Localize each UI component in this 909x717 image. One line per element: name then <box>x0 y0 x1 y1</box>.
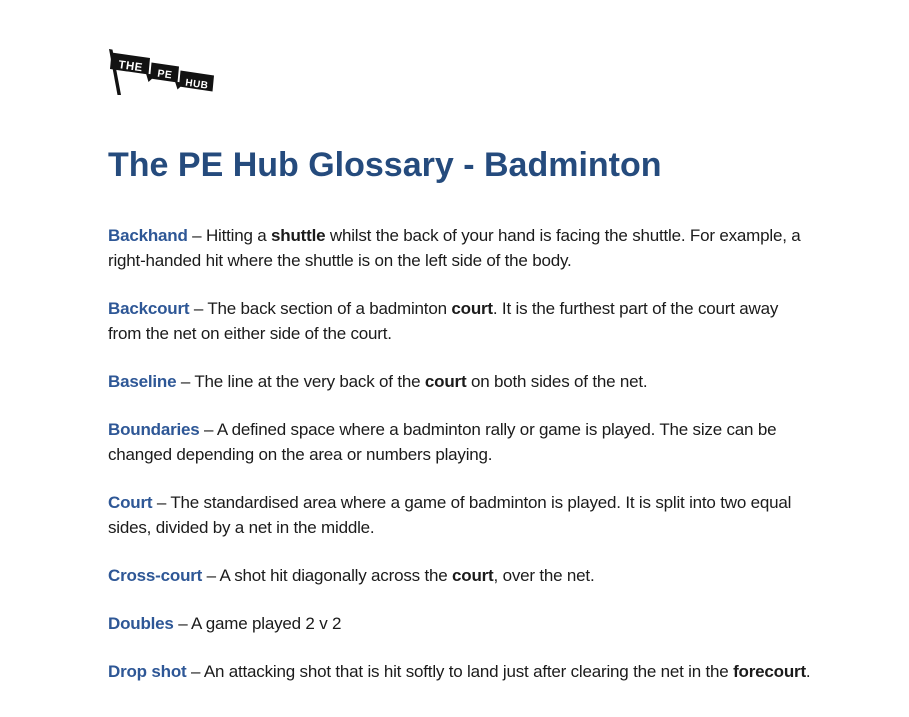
glossary-definition-text: – The line at the very back of the <box>176 372 425 391</box>
glossary-definition-text: on both sides of the net. <box>466 372 648 391</box>
glossary-entry <box>108 659 815 684</box>
glossary-term: Baseline <box>108 372 177 391</box>
glossary-term: Cross-court <box>108 566 203 585</box>
glossary-entry <box>108 417 815 467</box>
logo-text-pe: PE <box>156 67 174 82</box>
glossary-entry <box>108 490 815 540</box>
logo-text-the: THE <box>117 59 144 75</box>
glossary-keyword: shuttle <box>271 226 326 245</box>
glossary-term: Drop shot <box>108 662 187 681</box>
glossary-entry <box>108 611 815 636</box>
pe-hub-logo-icon <box>104 45 216 99</box>
glossary-entry <box>108 369 815 394</box>
glossary-term: Doubles <box>108 614 174 633</box>
glossary-term: Boundaries <box>108 420 200 439</box>
glossary-term: Backhand <box>108 226 188 245</box>
glossary-list <box>108 223 815 684</box>
glossary-definition-text: . <box>805 662 811 681</box>
glossary-keyword: court <box>451 299 493 318</box>
page-title: The PE Hub Glossary - Badminton <box>108 146 662 184</box>
glossary-definition-text: , over the net. <box>493 566 595 585</box>
glossary-keyword: forecourt <box>733 662 806 681</box>
glossary-entry <box>108 296 815 346</box>
glossary-term: Court <box>108 493 153 512</box>
glossary-keyword: court <box>452 566 494 585</box>
logo-text-hub: HUB <box>184 77 210 92</box>
glossary-definition-text: – The back section of a badminton <box>189 299 452 318</box>
glossary-definition-text: – A shot hit diagonally across the <box>202 566 453 585</box>
glossary-term: Backcourt <box>108 299 190 318</box>
glossary-definition-text: whilst the back of your hand is facing the shuttle. For example, a right-handed hit where the shuttle is on the left side of the body. <box>108 226 801 270</box>
pe-hub-logo <box>104 45 815 99</box>
glossary-keyword: court <box>424 372 467 391</box>
glossary-definition-text: – Hitting a <box>187 226 272 245</box>
glossary-entry <box>108 563 815 588</box>
glossary-definition-text: – The standardised area where a game of badminton is played. It is split into two equal sides, divided by a net in the middle. <box>108 493 792 537</box>
glossary-definition-text: – A defined space where a badminton rally or game is played. The size can be changed depending on the area or numbers playing. <box>108 420 777 464</box>
glossary-entry <box>108 223 815 273</box>
glossary-definition-text: – A game played 2 v 2 <box>173 614 342 633</box>
glossary-definition-text: . It is the furthest part of the court away from the net on either side of the court. <box>108 299 779 343</box>
glossary-definition-text: – An attacking shot that is hit softly to land just after clearing the net in the <box>186 662 734 681</box>
